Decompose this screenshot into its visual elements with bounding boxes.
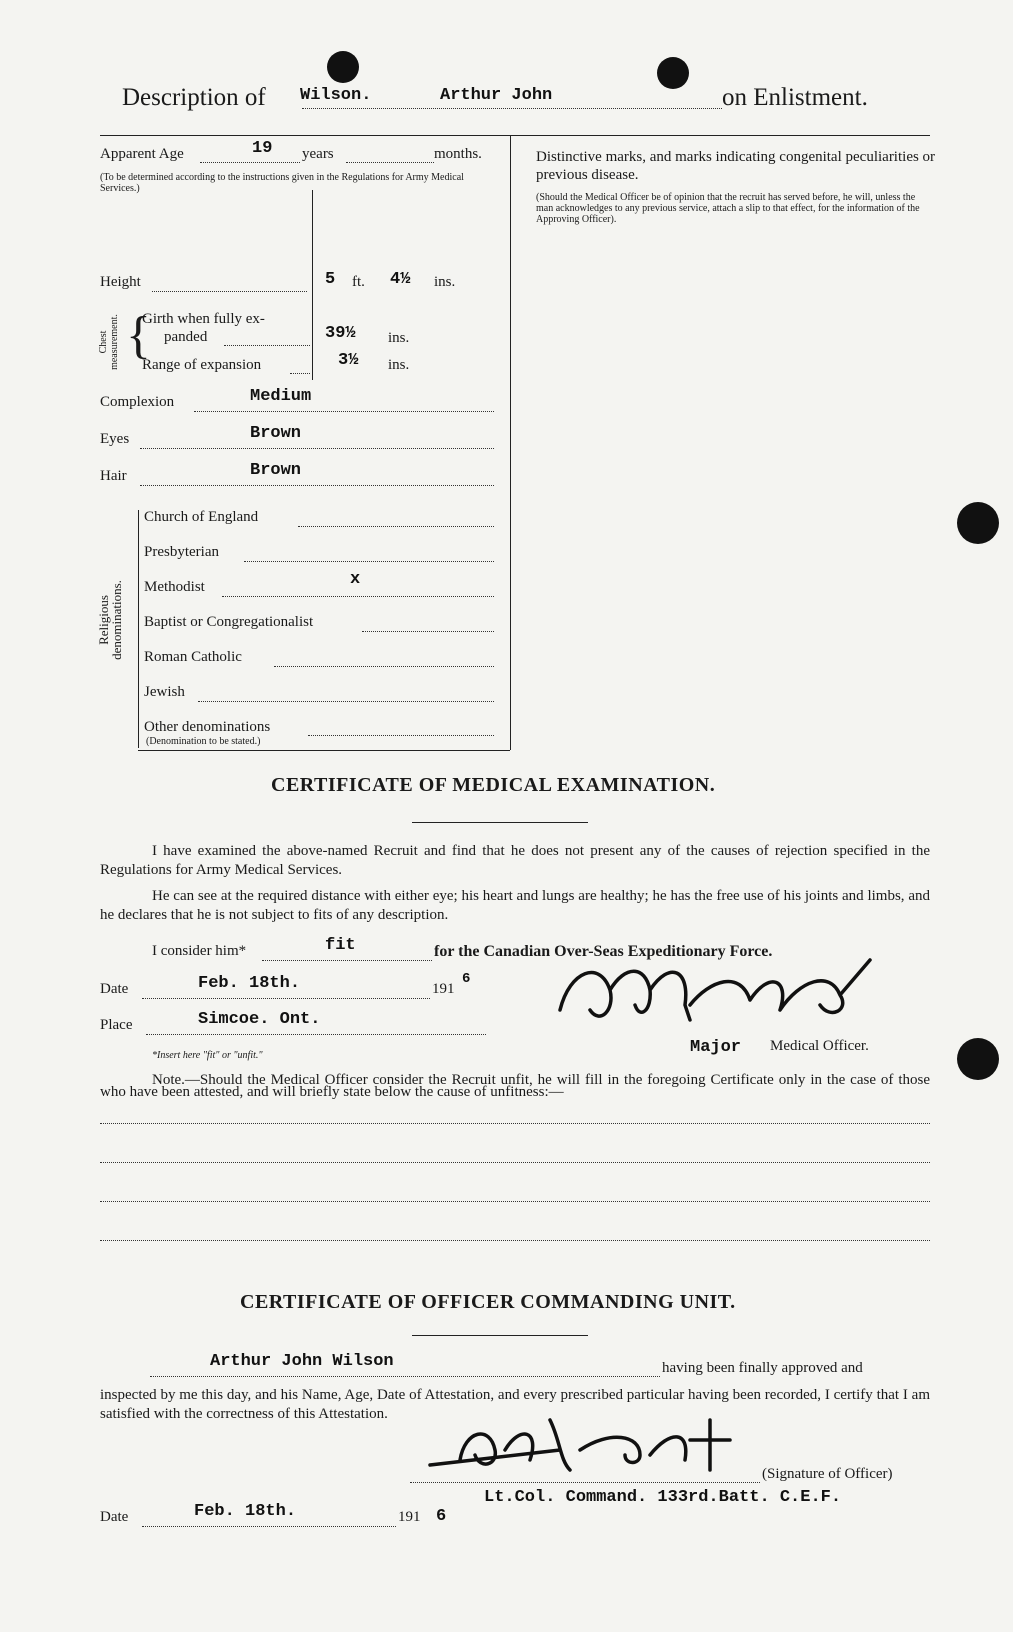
range-unit: ins. xyxy=(388,357,410,373)
punch-hole-right-lower xyxy=(957,1038,999,1080)
medical-place-line xyxy=(146,1034,486,1035)
girth-label-line1: Girth when fully ex- xyxy=(142,311,265,327)
height-in-value: 4½ xyxy=(390,270,411,289)
chest-brace: { xyxy=(126,307,151,364)
religion-line-5 xyxy=(274,666,494,667)
medical-year-prefix: 191 xyxy=(432,981,455,997)
commanding-para: inspected by me this day, and his Name, Age, Date of Attestation, and every prescribed particular having been recorded, I certify that I am satisfied with the correctness of this Attestation. xyxy=(100,1387,930,1422)
range-line xyxy=(290,373,310,374)
punch-hole-top-left xyxy=(327,51,359,83)
commanding-date-value: Feb. 18th. xyxy=(194,1502,297,1521)
religion-other-note: (Denomination to be stated.) xyxy=(146,736,261,747)
signature-label: (Signature of Officer) xyxy=(762,1466,893,1482)
complexion-value: Medium xyxy=(250,387,312,406)
table-bottom-rule xyxy=(138,750,510,751)
eyes-line xyxy=(140,448,494,449)
height-line xyxy=(152,291,307,292)
medical-year-digit: 6 xyxy=(462,971,471,987)
header-name-line xyxy=(302,108,722,109)
commanding-year-prefix: 191 xyxy=(398,1509,421,1525)
religion-line-7 xyxy=(308,735,494,736)
medical-place-value: Simcoe. Ont. xyxy=(198,1010,321,1029)
height-ft-value: 5 xyxy=(325,270,336,289)
medical-heading: CERTIFICATE OF MEDICAL EXAMINATION. xyxy=(271,774,716,796)
commanding-heading: CERTIFICATE OF OFFICER COMMANDING UNIT. xyxy=(240,1291,736,1313)
medical-para-2: He can see at the required distance with either eye; his heart and lungs are healthy; he has the free use of his joints and limbs, and he declares that he is not subject to fits of any description. xyxy=(100,888,930,923)
medical-unfit-note: Note.—Should the Medical Officer consider the Recruit unfit, he will fill in the foregoing Certificate only in the case of those who have been attested, and will briefly state below the cause of unfitness:— xyxy=(100,1072,930,1100)
medical-date-line xyxy=(142,998,430,999)
hair-value: Brown xyxy=(250,461,302,480)
commanding-name-line xyxy=(150,1376,660,1377)
girth-label-line2: panded xyxy=(164,329,208,345)
hair-label: Hair xyxy=(100,468,127,484)
religion-line-3 xyxy=(222,596,494,597)
religion-roman-catholic: Roman Catholic xyxy=(144,649,242,665)
religion-line-2 xyxy=(244,561,494,562)
unfitness-line-1 xyxy=(100,1123,930,1124)
religion-group-label-line1: Religious xyxy=(96,595,111,645)
months-line xyxy=(346,162,434,163)
distinctive-marks-label: Distinctive marks, and marks indicating congenital peculiarities or previous disease. xyxy=(536,149,936,183)
insert-note: *Insert here "fit" or "unfit." xyxy=(152,1050,263,1061)
eyes-label: Eyes xyxy=(100,431,130,447)
religion-line-6 xyxy=(198,701,494,702)
consider-line xyxy=(262,960,432,961)
religion-jewish: Jewish xyxy=(144,684,185,700)
religion-line-4 xyxy=(362,631,494,632)
table-top-rule xyxy=(100,135,930,136)
consider-suffix: for the Canadian Over-Seas Expeditionary Force. xyxy=(434,943,773,960)
medical-officer-signature xyxy=(540,950,890,1040)
complexion-line xyxy=(194,411,494,412)
months-label: months. xyxy=(434,146,482,162)
medical-officer-label: Medical Officer. xyxy=(770,1038,869,1054)
height-label: Height xyxy=(100,274,141,290)
religion-church-of-england: Church of England xyxy=(144,509,259,525)
header-prefix: Description of xyxy=(122,84,266,111)
hair-line xyxy=(140,485,494,486)
commanding-date-line xyxy=(142,1526,396,1527)
consider-value: fit xyxy=(325,936,356,955)
commanding-date-label: Date xyxy=(100,1509,129,1525)
medical-heading-rule xyxy=(412,822,588,823)
commanding-line1-suffix: having been finally approved and xyxy=(662,1360,863,1376)
religion-methodist: Methodist xyxy=(144,579,205,595)
girth-line xyxy=(224,345,310,346)
range-label: Range of expansion xyxy=(142,357,262,373)
religion-methodist-mark: x xyxy=(350,570,361,589)
commanding-officer-signature xyxy=(410,1410,750,1480)
commanding-heading-rule xyxy=(412,1335,588,1336)
punch-hole-right-upper xyxy=(957,502,999,544)
religion-presbyterian: Presbyterian xyxy=(144,544,219,560)
medical-officer-rank: Major xyxy=(690,1038,742,1057)
commanding-title-value: Lt.Col. Command. 133rd.Batt. C.E.F. xyxy=(484,1488,842,1507)
medical-place-label: Place xyxy=(100,1017,133,1033)
age-line xyxy=(200,162,300,163)
range-value: 3½ xyxy=(338,351,359,370)
eyes-value: Brown xyxy=(250,424,302,443)
age-label: Apparent Age xyxy=(100,146,184,162)
girth-value: 39½ xyxy=(325,324,356,343)
ft-label: ft. xyxy=(352,274,365,290)
distinctive-marks-note: (Should the Medical Officer be of opinion that the recruit has served before, he will, unless the man acknowledges to any previous service, attach a slip to that effect, for the information of the Approving Officer). xyxy=(536,192,920,225)
column-divider-values xyxy=(312,190,313,380)
punch-hole-top-right xyxy=(657,57,689,89)
unfitness-line-4 xyxy=(100,1240,930,1241)
unfitness-line-2 xyxy=(100,1162,930,1163)
years-label: years xyxy=(302,146,334,162)
complexion-label: Complexion xyxy=(100,394,175,410)
consider-prefix: I consider him* xyxy=(152,943,247,959)
medical-date-label: Date xyxy=(100,981,129,997)
religion-group-label-line2: denominations. xyxy=(109,580,124,660)
religion-bracket xyxy=(138,510,139,748)
header-surname: Wilson. xyxy=(300,86,372,105)
medical-date-value: Feb. 18th. xyxy=(198,974,301,993)
column-divider-main xyxy=(510,135,511,750)
religion-group-label xyxy=(97,550,123,690)
commanding-signature-line xyxy=(410,1482,760,1483)
medical-para-1: I have examined the above-named Recruit and find that he does not present any of the causes of rejection specified in the Regulations for Army Medical Services. xyxy=(100,843,930,878)
religion-other: Other denominations xyxy=(144,719,271,735)
religion-baptist: Baptist or Congregationalist xyxy=(144,614,314,630)
header-suffix: on Enlistment. xyxy=(722,84,868,111)
age-note: (To be determined according to the instructions given in the Regulations for Army Medical Services.) xyxy=(100,172,464,194)
header-given-names: Arthur John xyxy=(440,86,553,105)
religion-line-1 xyxy=(298,526,494,527)
girth-unit: ins. xyxy=(388,330,410,346)
chest-group-label: Chest measurement. xyxy=(98,314,120,370)
commanding-name-value: Arthur John Wilson xyxy=(210,1352,394,1371)
height-ins-label: ins. xyxy=(434,274,456,290)
unfitness-line-3 xyxy=(100,1201,930,1202)
commanding-year-digit: 6 xyxy=(436,1507,447,1526)
age-value: 19 xyxy=(252,139,273,158)
